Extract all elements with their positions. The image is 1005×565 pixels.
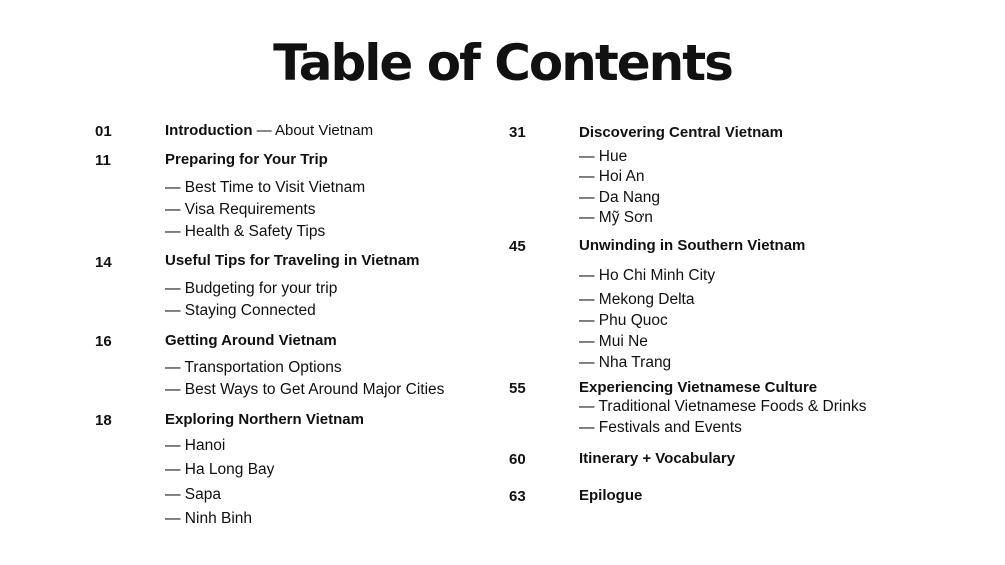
toc-item[interactable]: — Visa Requirements bbox=[165, 201, 316, 218]
toc-item[interactable]: — Mekong Delta bbox=[579, 291, 695, 308]
toc-item[interactable]: — Ho Chi Minh City bbox=[579, 267, 716, 284]
toc-page-number: 45 bbox=[509, 238, 526, 255]
toc-item[interactable]: — Ninh Binh bbox=[165, 510, 253, 527]
toc-item[interactable]: — Hanoi bbox=[165, 437, 226, 454]
toc-item[interactable]: — Best Ways to Get Around Major Cities bbox=[165, 381, 445, 398]
toc-item[interactable]: — Nha Trang bbox=[579, 354, 672, 371]
toc-item[interactable]: — Da Nang bbox=[579, 189, 660, 206]
toc-heading-northern[interactable]: Exploring Northern Vietnam bbox=[165, 411, 364, 428]
toc-page-number: 16 bbox=[95, 333, 112, 350]
toc-item[interactable]: — Budgeting for your trip bbox=[165, 280, 338, 297]
toc-page-number: 60 bbox=[509, 451, 526, 468]
toc-item[interactable]: — Best Time to Visit Vietnam bbox=[165, 179, 366, 196]
toc-heading-epilogue[interactable]: Epilogue bbox=[579, 487, 643, 504]
toc-item[interactable]: — Hoi An bbox=[579, 168, 645, 185]
toc-page-number: 14 bbox=[95, 254, 112, 271]
toc-page-number: 55 bbox=[509, 380, 526, 397]
toc-page-number: 31 bbox=[509, 124, 526, 141]
toc-page-number: 18 bbox=[95, 412, 112, 429]
toc-heading-central[interactable]: Discovering Central Vietnam bbox=[579, 124, 783, 141]
toc-heading-useful-tips[interactable]: Useful Tips for Traveling in Vietnam bbox=[165, 252, 420, 269]
toc-heading-culture[interactable]: Experiencing Vietnamese Culture bbox=[579, 379, 818, 396]
toc-item[interactable]: — Health & Safety Tips bbox=[165, 223, 326, 240]
toc-heading-preparing[interactable]: Preparing for Your Trip bbox=[165, 151, 328, 168]
toc-item[interactable]: — Phu Quoc bbox=[579, 312, 668, 329]
toc-item[interactable]: — Sapa bbox=[165, 486, 222, 503]
toc-item[interactable]: — Ha Long Bay bbox=[165, 461, 275, 478]
toc-page-number: 01 bbox=[95, 123, 112, 140]
toc-heading-southern[interactable]: Unwinding in Southern Vietnam bbox=[579, 237, 806, 254]
toc-heading-getting-around[interactable]: Getting Around Vietnam bbox=[165, 332, 337, 349]
toc-page-number: 63 bbox=[509, 488, 526, 505]
toc-item[interactable]: — Festivals and Events bbox=[579, 419, 742, 436]
toc-heading-itinerary[interactable]: Itinerary + Vocabulary bbox=[579, 450, 736, 467]
toc-heading-subtitle: — About Vietnam bbox=[252, 122, 374, 139]
toc-page-number: 11 bbox=[95, 152, 111, 169]
toc-heading-introduction[interactable] bbox=[165, 122, 373, 139]
toc-item[interactable]: — Staying Connected bbox=[165, 302, 316, 319]
toc-item[interactable]: — Hue bbox=[579, 148, 628, 165]
toc-item[interactable]: — Transportation Options bbox=[165, 359, 342, 376]
toc-item[interactable]: — Mỹ Sơn bbox=[579, 209, 653, 226]
toc-heading-text: Introduction bbox=[165, 122, 253, 139]
toc-item[interactable]: — Traditional Vietnamese Foods & Drinks bbox=[579, 398, 867, 415]
page-title: Table of Contents bbox=[273, 34, 732, 92]
toc-item[interactable]: — Mui Ne bbox=[579, 333, 648, 350]
